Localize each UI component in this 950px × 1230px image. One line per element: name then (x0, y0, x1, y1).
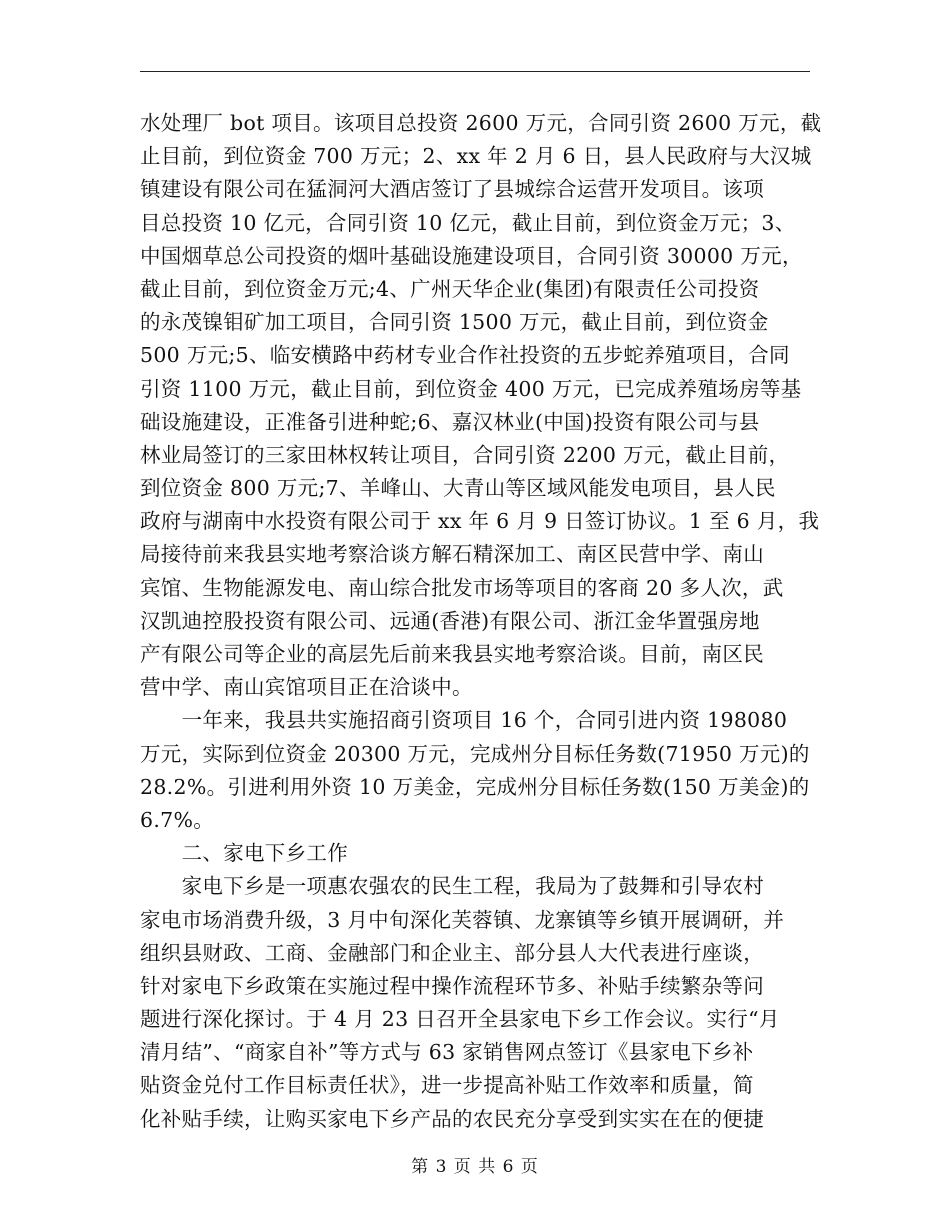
text-line: 组织县财政、工商、金融部门和企业主、部分县人大代表进行座谈， (140, 940, 764, 965)
text-line: 题进行深化探讨。于 4 月 23 日召开全县家电下乡工作会议。实行“月 (140, 1007, 780, 1032)
text-line: 的永茂镍钼矿加工项目，合同引资 1500 万元，截止目前，到位资金 (140, 310, 769, 335)
header-rule (140, 71, 810, 72)
text-line: 础设施建设，正准备引进种蛇;6、嘉汉林业(中国)投资有限公司与县 (140, 409, 760, 434)
section-heading: 二、家电下乡工作 (140, 841, 348, 866)
text-line: 500 万元;5、临安横路中药材专业合作社投资的五步蛇养殖项目，合同 (140, 343, 790, 368)
text-line: 中国烟草总公司投资的烟叶基础设施建设项目，合同引资 30000 万元， (140, 243, 803, 268)
text-line: 贴资金兑付工作目标责任状》，进一步提高补贴工作效率和质量，简 (140, 1073, 754, 1098)
text-line: 林业局签订的三家田林权转让项目，合同引资 2200 万元，截止目前， (140, 442, 790, 467)
text-line: 汉凯迪控股投资有限公司、远通(香港)有限公司、浙江金华置强房地 (140, 608, 760, 633)
text-line: 水处理厂 bot 项目。该项目总投资 2600 万元，合同引资 2600 万元，截 (140, 111, 822, 135)
text-line: 家电市场消费升级，3 月中旬深化芙蓉镇、龙寨镇等乡镇开展调研，并 (140, 907, 785, 932)
document-body (140, 107, 830, 1136)
text-line: 止目前，到位资金 700 万元；2、xx 年 2 月 6 日，县人民政府与大汉城 (140, 144, 812, 169)
page-number-footer: 第 3 页 共 6 页 (411, 1157, 539, 1177)
text-line: 局接待前来我县实地考察洽谈方解石精深加工、南区民营中学、南山 (140, 542, 764, 567)
text-line: 针对家电下乡政策在实施过程中操作流程环节多、补贴手续繁杂等问 (140, 973, 764, 998)
text-line: 清月结”、“商家自补”等方式与 63 家销售网点签订《县家电下乡补 (140, 1040, 754, 1065)
text-line: 28.2%。引进利用外资 10 万美金，完成州分目标任务数(150 万美金)的 (140, 774, 810, 799)
text-line: 引资 1100 万元，截止目前，到位资金 400 万元，已完成养殖场房等基 (140, 376, 802, 401)
text-line: 截止目前，到位资金万元;4、广州天华企业(集团)有限责任公司投资 (140, 276, 760, 301)
text-line: 营中学、南山宾馆项目正在洽谈中。 (140, 675, 473, 700)
text-line: 宾馆、生物能源发电、南山综合批发市场等项目的客商 20 多人次，武 (140, 575, 784, 600)
text-line: 产有限公司等企业的高层先后前来我县实地考察洽谈。目前，南区民 (140, 642, 764, 666)
paragraph-start-line: 一年来，我县共实施招商引资项目 16 个，合同引进内资 198080 (140, 708, 788, 733)
text-line: 镇建设有限公司在猛洞河大酒店签订了县城综合运营开发项目。该项 (140, 177, 764, 202)
text-line: 6.7%。 (140, 807, 215, 832)
paragraph-start-line: 家电下乡是一项惠农强农的民生工程，我局为了鼓舞和引导农村 (140, 874, 764, 899)
text-line: 目总投资 10 亿元，合同引资 10 亿元，截止目前，到位资金万元；3、 (140, 210, 796, 235)
text-line: 万元，实际到位资金 20300 万元，完成州分目标任务数(71950 万元)的 (140, 741, 810, 766)
text-line: 到位资金 800 万元;7、羊峰山、大青山等区域风能发电项目，县人民 (140, 476, 776, 501)
text-line: 化补贴手续，让购买家电下乡产品的农民充分享受到实实在在的便捷 (140, 1106, 764, 1131)
text-line: 政府与湖南中水投资有限公司于 xx 年 6 月 9 日签订协议。1 至 6 月，我 (140, 509, 820, 534)
